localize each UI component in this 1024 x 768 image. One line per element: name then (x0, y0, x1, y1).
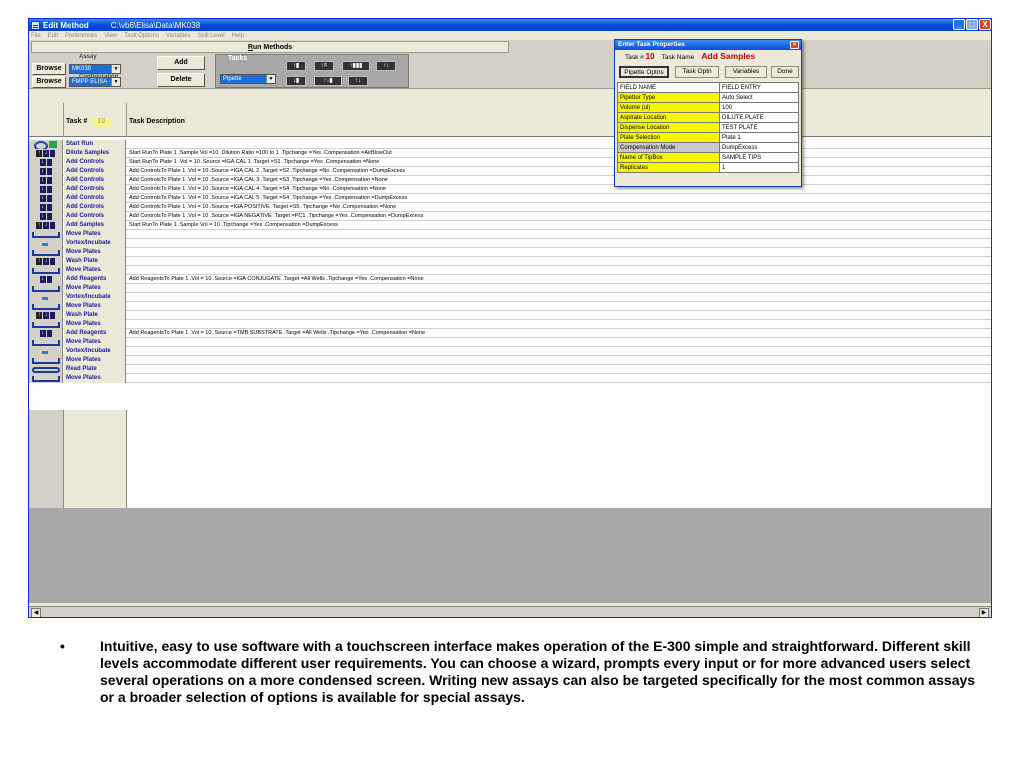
menu-edit[interactable]: Edit (47, 33, 59, 39)
task-name-cell[interactable]: Wash Plate (64, 311, 126, 320)
task-description-cell[interactable]: Add ControlsTo Plate 1 .Vol = 10 .Source =IGA CAL 5 .Target =S4 .Tipchange =Yes .Compensation =DumpExcess (129, 195, 408, 201)
arrow-down-icon: ↓ (44, 312, 48, 318)
menu-task-options[interactable]: Task Options (124, 33, 159, 39)
table-row[interactable] (29, 293, 991, 302)
task-description-cell[interactable]: Add ReagentsTo Plate 1 .Vol = 10 .Source =IGA CONJUGATE .Target =All Wells .Tipchange =Yes .Compensation =None (129, 276, 424, 282)
field-entry-header: FIELD ENTRY (720, 83, 799, 93)
menu-file[interactable]: File (31, 33, 41, 39)
done-button[interactable]: Done (771, 66, 799, 78)
task-name-cell[interactable]: Wash Plate (64, 257, 126, 266)
grid-gray-area (29, 508, 991, 603)
grid-header (29, 103, 991, 137)
table-row[interactable] (29, 221, 991, 230)
task-down-button[interactable]: ↓▮ (286, 76, 306, 86)
minimize-button[interactable]: _ (953, 19, 965, 30)
menu-variables[interactable]: Variables (165, 33, 191, 39)
dialog-task-name: Add Samples (701, 51, 756, 61)
edit-method-window (28, 18, 992, 618)
field-name[interactable]: Plate Selection (618, 133, 720, 143)
table-row[interactable] (29, 185, 991, 194)
browse-configuration-button[interactable]: Browse (32, 76, 66, 88)
field-entry[interactable]: 100 (720, 103, 799, 113)
field-entry[interactable]: Auto Select (720, 93, 799, 103)
task-icon-cell (29, 338, 63, 347)
table-row[interactable] (29, 266, 991, 275)
arrow-up-icon: ↑ (37, 258, 41, 264)
table-row[interactable] (29, 311, 991, 320)
field-name-header: FIELD NAME (618, 83, 720, 93)
task-up-down-dot-button[interactable]: ↑↓▮ (314, 76, 342, 86)
task-type-value: Pipette (223, 76, 242, 82)
table-row[interactable] (29, 239, 991, 248)
tip-dot-icon (47, 204, 52, 211)
table-row[interactable] (29, 347, 991, 356)
task-name-cell[interactable]: Add Controls (64, 176, 126, 185)
tasks-group (215, 54, 409, 88)
table-row[interactable] (29, 329, 991, 338)
arrow-down-icon: ↓ (41, 159, 44, 165)
table-row[interactable] (29, 203, 991, 212)
arrow-down-icon: ↓ (41, 177, 44, 183)
field-entry[interactable]: DumpExcess (720, 143, 799, 153)
field-table (617, 82, 799, 173)
task-name-cell[interactable]: Start Run (64, 140, 126, 149)
field-row[interactable] (618, 143, 799, 153)
task-icon-cell (29, 167, 63, 176)
bullet-icon: • (60, 638, 65, 654)
task-name-cell[interactable]: Add Controls (64, 158, 126, 167)
task-number-field[interactable]: 10 (91, 117, 111, 127)
field-entry[interactable]: DILUTE PLATE (720, 113, 799, 123)
chevron-down-icon[interactable]: ▼ (111, 65, 120, 73)
table-row[interactable] (29, 158, 991, 167)
task-icon-cell (29, 149, 63, 158)
arrow-down-icon: ↓ (41, 330, 44, 336)
field-entry[interactable]: 1 (720, 163, 799, 173)
arrow-up-icon: ↑ (37, 150, 41, 156)
field-row[interactable] (618, 133, 799, 143)
field-row[interactable] (618, 123, 799, 133)
task-icon-cell (29, 365, 63, 374)
header-separator (63, 103, 64, 137)
tip-dot-icon (47, 159, 52, 166)
move-plate-icon (32, 376, 60, 382)
field-entry[interactable]: TEST PLATE (720, 123, 799, 133)
menu-skill-level[interactable]: Skill Level (197, 33, 225, 39)
task-icon-cell (29, 347, 63, 356)
table-row[interactable] (29, 257, 991, 266)
dialog-buttons (615, 63, 801, 79)
task-up-down-button[interactable]: ↑▮ (286, 61, 306, 71)
maximize-button[interactable]: □ (966, 19, 978, 30)
grid-empty-area (29, 410, 127, 508)
tip-dot-icon (47, 276, 52, 283)
field-entry[interactable]: Plate 1 (720, 133, 799, 143)
table-row[interactable] (29, 230, 991, 239)
task-description-cell[interactable]: Add ControlsTo Plate 1 .Vol = 10 .Source =IGA CAL 3 .Target =S3 .Tipchange =Yes .Compensation =None (129, 177, 388, 183)
task-type-select[interactable] (220, 74, 276, 84)
task-icon-cell (29, 284, 63, 293)
scroll-left-icon[interactable]: ◀ (31, 608, 41, 618)
task-up-eq-button[interactable]: ↑= (314, 61, 334, 71)
task-name-cell[interactable]: Vortex/Incubate (64, 239, 126, 248)
task-name-cell[interactable]: Dilute Samples (64, 149, 126, 158)
menu-view[interactable]: View (104, 33, 118, 39)
field-name[interactable]: Aspirate Location (618, 113, 720, 123)
configuration-select[interactable] (69, 77, 121, 87)
arrow-down-icon: ↓ (41, 204, 44, 210)
task-description-cell[interactable]: Start RunTo Plate 1 .Vol = 10 .Source =IGA CAL 1 .Target =S1 .Tipchange =Yes .Compensation =None (129, 159, 380, 165)
task-icon-cell (29, 230, 63, 239)
field-name[interactable]: Compensation Mode (618, 143, 720, 153)
task-icon-cell (29, 266, 63, 275)
task-name-cell[interactable]: Vortex/Incubate (64, 293, 126, 302)
task-name-cell[interactable]: Add Controls (64, 203, 126, 212)
task-icon-cell (29, 212, 63, 221)
dialog-task-name-label: Task Name (661, 54, 695, 61)
vortex-icon (32, 349, 60, 355)
table-row[interactable] (29, 140, 991, 149)
task-icon-cell (29, 311, 63, 320)
task-icon-cell (29, 275, 63, 284)
task-description-cell[interactable]: Start RunTo Plate 1 .Sample Vol = 10 .Tipchange =Yes .Compensation =DumpExcess (129, 222, 338, 228)
delete-task-button[interactable]: Delete (157, 73, 205, 87)
run-methods-accel: R (247, 44, 253, 51)
read-plate-icon (32, 367, 60, 373)
description-text: Intuitive, easy to use software with a touchscreen interface makes operation of the E-300 simple and straightforward. Different skill levels accommodate different user requirements. You can choose a wizard, prompts every input or for more advanced users select several operations on a more condensed screen. Writing new assays can also be targeted specifically for the most common assays or a broader selection of options is available for special assays. (100, 638, 976, 705)
dialog-close-button[interactable]: × (790, 41, 799, 49)
field-entry[interactable]: SAMPLE TIPS (720, 153, 799, 163)
table-row[interactable] (29, 338, 991, 347)
table-row[interactable] (29, 302, 991, 311)
menu-bar (29, 31, 991, 41)
table-row[interactable] (29, 365, 991, 374)
task-name-cell[interactable]: Move Plates (64, 230, 126, 239)
task-description-cell[interactable]: Add ReagentsTo Plate 1 .Vol = 10 .Source =TMB SUBSTRATE .Target =All Wells .Tipchange =Yes .Compensation =None (129, 330, 426, 336)
chevron-down-icon[interactable]: ▼ (266, 75, 275, 83)
task-icon-cell (29, 176, 63, 185)
app-icon (31, 21, 40, 30)
close-button[interactable]: X (979, 19, 991, 30)
move-plate-icon (32, 268, 60, 274)
task-number-header (66, 117, 111, 127)
task-name-cell[interactable]: Move Plates (64, 284, 126, 293)
task-up-multi-button[interactable]: ↑▮▮▮ (342, 61, 370, 71)
task-icon-cell (29, 239, 63, 248)
move-plate-icon (32, 250, 60, 256)
task-icon-cell (29, 374, 63, 383)
field-row[interactable] (618, 103, 799, 113)
field-row[interactable] (618, 93, 799, 103)
task-name-cell[interactable]: Add Reagents (64, 275, 126, 284)
assay-value: MK038 (72, 66, 92, 72)
run-methods-label: un Methods (252, 44, 293, 51)
task-name-cell[interactable]: Add Controls (64, 194, 126, 203)
task-icon-cell (29, 329, 63, 338)
task-grid (29, 103, 991, 603)
field-name[interactable]: Replicates (618, 163, 720, 173)
table-row[interactable] (29, 374, 991, 383)
field-row[interactable] (618, 113, 799, 123)
task-name-cell[interactable]: Add Controls (64, 212, 126, 221)
task-description-cell[interactable]: Add ControlsTo Plate 1 .Vol = 10 .Source =IGA NEGATIVE .Target =PC1 .Tipchange =Yes .Compensation =DumpExcess (129, 213, 424, 219)
dialog-title: Enter Task Properties (618, 41, 685, 48)
task-name-cell[interactable]: Read Plate (64, 365, 126, 374)
table-row[interactable] (29, 167, 991, 176)
task-icon-cell (29, 221, 63, 230)
task-name-cell[interactable]: Move Plates (64, 248, 126, 257)
start-run-icon (32, 141, 60, 148)
dialog-title-bar (615, 40, 801, 50)
tip-dot-icon (50, 258, 55, 265)
field-name[interactable]: Volume (ul) (618, 103, 720, 113)
field-row[interactable] (618, 163, 799, 173)
arrow-down-icon: ↓ (41, 168, 44, 174)
field-row[interactable] (618, 153, 799, 163)
assay-label: Assay (79, 54, 97, 60)
task-name-cell[interactable]: Move Plates (64, 320, 126, 329)
table-row[interactable] (29, 194, 991, 203)
window-title: Edit Method (43, 20, 89, 30)
header-separator (126, 103, 127, 137)
task-description-header: Task Description (129, 118, 185, 125)
arrow-down-icon: ↓ (41, 186, 44, 192)
window-path: C:\vb6\Elisa\Data\MK038 (110, 20, 201, 30)
task-icon-cell (29, 248, 63, 257)
scroll-right-icon[interactable]: ▶ (979, 608, 989, 618)
task-name-cell[interactable]: Move Plates (64, 266, 126, 275)
add-task-button[interactable]: Add (157, 56, 205, 70)
arrow-down-icon: ↓ (41, 213, 44, 219)
browse-assay-button[interactable]: Browse (32, 63, 66, 75)
control-panel (29, 41, 991, 89)
task-icon-cell (29, 356, 63, 365)
configuration-value: FMPP ELISA (72, 79, 108, 85)
tip-dot-icon (47, 186, 52, 193)
variables-button[interactable]: Variables (725, 66, 767, 78)
vortex-icon (32, 241, 60, 247)
move-plate-icon (32, 304, 60, 310)
task-description-cell[interactable]: Start RunTo Plate 1 .Sample Vol =10 .Dilution Ratio =100 to 1 .Tipchange =Yes .Compensation =AirBlowOut (129, 150, 392, 156)
assay-select[interactable] (69, 64, 121, 74)
task-name-cell[interactable]: Move Plates (64, 338, 126, 347)
run-methods-button[interactable] (31, 41, 509, 53)
field-table-header (618, 83, 799, 93)
table-row[interactable] (29, 356, 991, 365)
task-icon-cell (29, 158, 63, 167)
task-icon-cell (29, 194, 63, 203)
dialog-task-num: 10 (645, 52, 655, 61)
task-icon-cell (29, 140, 63, 149)
tip-dot-icon (47, 168, 52, 175)
task-number-header-label: Task # (66, 118, 88, 125)
arrow-down-icon: ↓ (41, 276, 44, 282)
task-name-cell[interactable]: Add Reagents (64, 329, 126, 338)
task-name-cell[interactable]: Vortex/Incubate (64, 347, 126, 356)
task-icon-cell (29, 302, 63, 311)
task-name-cell[interactable]: Move Plates (64, 374, 126, 383)
task-updown-button[interactable]: ↑↓ (348, 76, 368, 86)
move-plate-icon (32, 340, 60, 346)
task-optn-button[interactable]: Task Optn (675, 66, 719, 78)
task-name-cell[interactable]: Add Controls (64, 167, 126, 176)
task-rows (29, 140, 991, 383)
task-up-dn-button[interactable]: ↑↓ (376, 61, 396, 71)
move-plate-icon (32, 358, 60, 364)
tip-dot-icon (50, 222, 55, 229)
tip-dot-icon (47, 195, 52, 202)
arrow-down-icon: ↓ (44, 222, 48, 228)
task-icon-cell (29, 293, 63, 302)
field-name[interactable]: Pipettor Type (618, 93, 720, 103)
menu-preferences[interactable]: Preferences (65, 33, 98, 39)
table-row[interactable] (29, 320, 991, 329)
horizontal-scrollbar[interactable] (29, 606, 991, 618)
move-plate-icon (32, 232, 60, 238)
arrow-up-icon: ↑ (37, 222, 41, 228)
vortex-icon (32, 295, 60, 301)
table-row[interactable] (29, 275, 991, 284)
tip-dot-icon (50, 150, 55, 157)
task-name-cell[interactable]: Move Plates (64, 302, 126, 311)
task-icon-cell (29, 320, 63, 329)
tip-dot-icon (50, 312, 55, 319)
arrow-down-icon: ↓ (44, 150, 48, 156)
move-plate-icon (32, 322, 60, 328)
field-name[interactable]: Dispense Location (618, 123, 720, 133)
task-properties-dialog (614, 39, 802, 187)
table-row[interactable] (29, 176, 991, 185)
tip-dot-icon (47, 330, 52, 337)
task-description-cell[interactable]: Add ControlsTo Plate 1 .Vol = 10 .Source =IGA CAL 4 .Target =S4 .Tipchange =No .Compensation =None (129, 186, 386, 192)
task-name-cell[interactable]: Move Plates (64, 356, 126, 365)
tip-dot-icon (47, 177, 52, 184)
title-bar (29, 19, 991, 31)
tip-dot-icon (47, 213, 52, 220)
table-row[interactable] (29, 149, 991, 158)
task-icon-cell (29, 185, 63, 194)
field-name[interactable]: Name of TipBox (618, 153, 720, 163)
table-row[interactable] (29, 212, 991, 221)
dialog-task-info (615, 50, 801, 63)
arrow-up-icon: ↑ (37, 312, 41, 318)
dialog-task-num-label: Task # (625, 54, 644, 61)
tasks-label: Tasks (228, 55, 248, 62)
arrow-down-icon: ↓ (41, 195, 44, 201)
table-row[interactable] (29, 284, 991, 293)
table-row[interactable] (29, 248, 991, 257)
menu-help[interactable]: Help (231, 33, 244, 39)
task-name-cell[interactable]: Add Controls (64, 185, 126, 194)
chevron-down-icon[interactable]: ▼ (111, 78, 120, 86)
arrow-down-icon: ↓ (44, 258, 48, 264)
task-description-cell[interactable]: Add ControlsTo Plate 1 .Vol = 10 .Source =IGA CAL 2 .Target =S2 .Tipchange =No .Compensation =DumpExcess (129, 168, 406, 174)
task-icon-cell (29, 203, 63, 212)
task-description-cell[interactable]: Add ControlsTo Plate 1 .Vol = 10 .Source =IGA POSITIVE .Target =S5 .Tipchange =No .Compensation =None (129, 204, 397, 210)
task-name-cell[interactable]: Add Samples (64, 221, 126, 230)
move-plate-icon (32, 286, 60, 292)
pipette-optns-button[interactable]: Pipette Optns (619, 66, 669, 78)
task-icon-cell (29, 257, 63, 266)
